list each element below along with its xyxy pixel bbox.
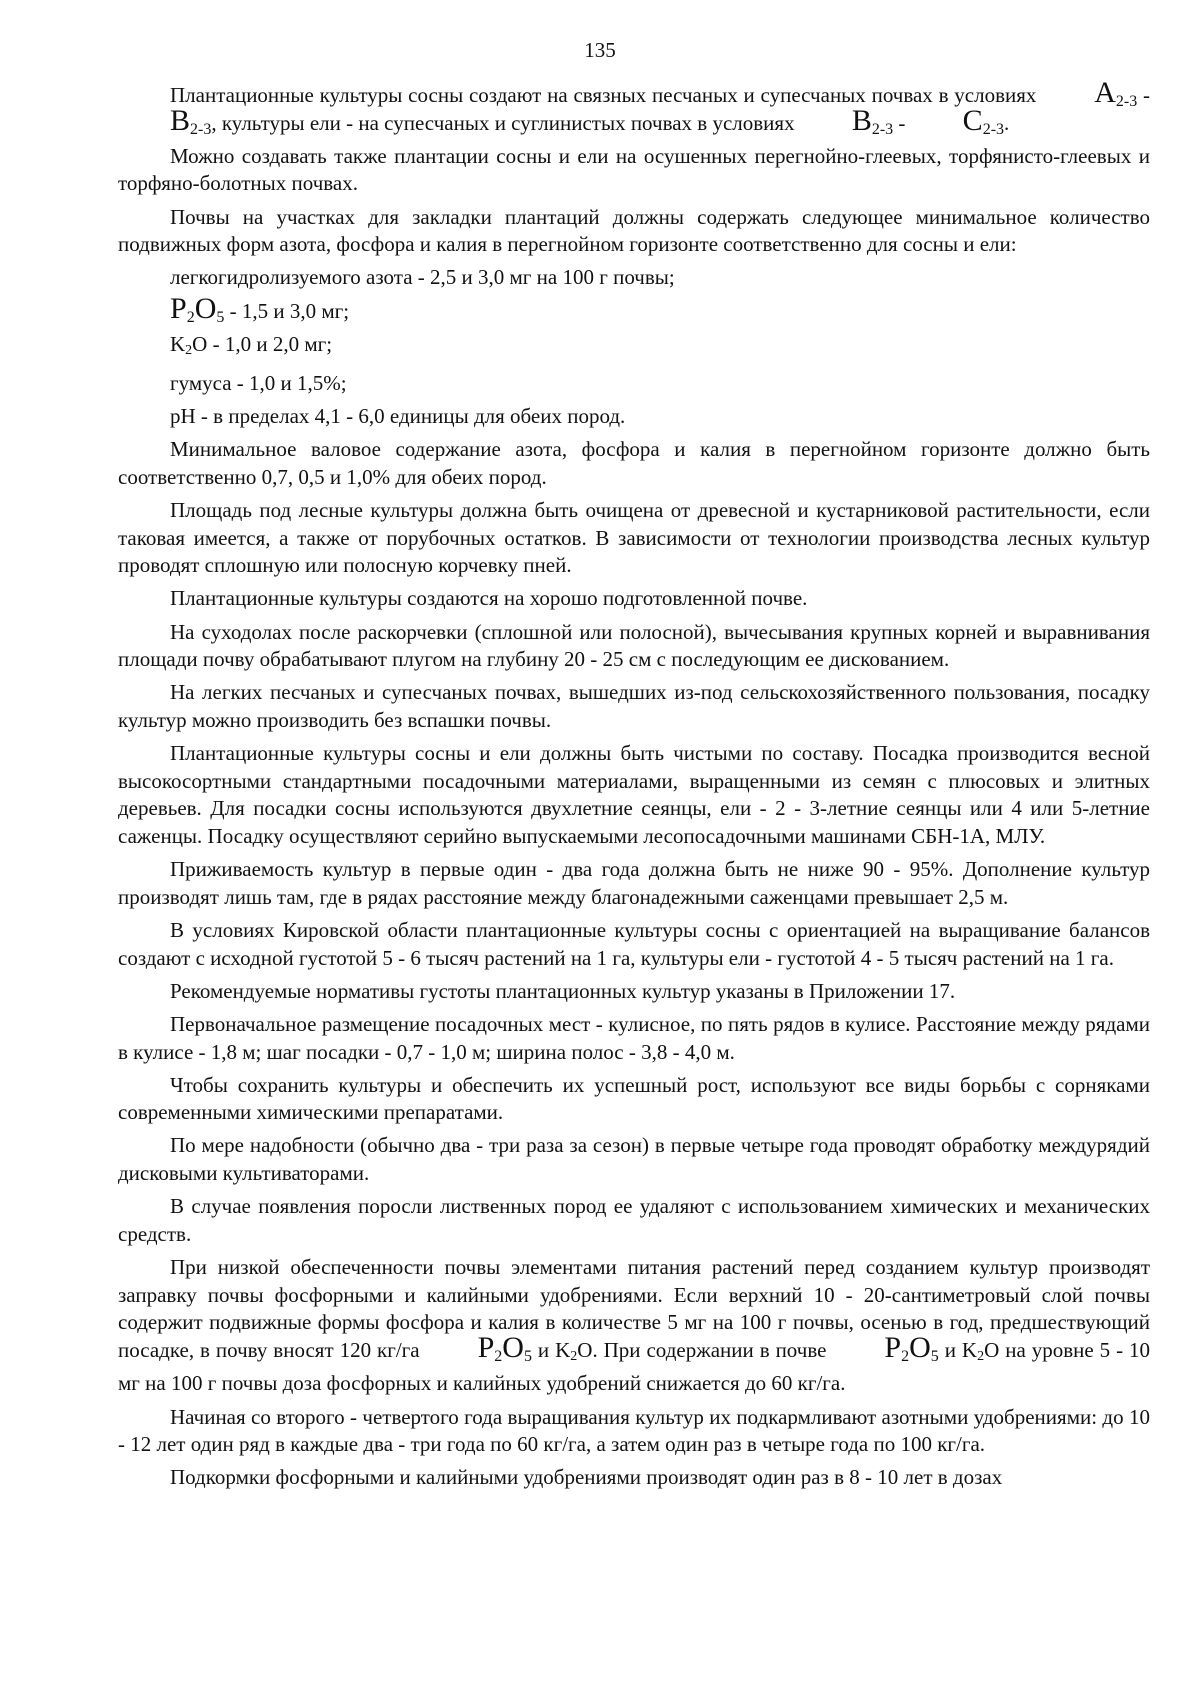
document-body (118, 76, 1151, 1498)
paragraph-gross-content: Минимальное валовое содержание азота, фосфора и калия в перегнойном горизонте должно быть соответственно 0,7, 0,5 и 1,0% для обеих пород. (118, 437, 1150, 489)
paragraph-kirov-density: В условиях Кировской области плантационные культуры сосны с ориентацией на выращивание балансов создают с исходной густотой 5 - 6 тысяч растений на 1 га, культуры ели - густотой 4 - 5 тысяч растений на 1 га. (118, 917, 1150, 970)
paragraph-deciduous-removal: В случае появления поросли лиственных пород ее удаляют с использованием химических и механических средств. (118, 1194, 1150, 1246)
paragraph-drained-soils: Можно создавать также плантации сосны и ели на осушенных перегнойно-глеевых, торфянисто-глеевых и торфяно-болотных почвах. (118, 143, 1150, 196)
list-item-nitrogen: легкогидролизуемого азота - 2,5 и 3,0 мг на 100 г почвы; (170, 265, 675, 290)
list-item-humus: гумуса - 1,0 и 1,5%; (170, 370, 347, 395)
list-item-k2o: $K_2O - 1,0$ и 2,0 мг; (170, 331, 333, 358)
formula-k2o-inline: $K_2O$ (555, 1337, 593, 1364)
paragraph-appendix-reference: Рекомендуемые нормативы густоты плантационных культур указаны в Приложении 17. (170, 978, 956, 1003)
paragraph-dryland-tillage: На суходолах после раскорчевки (сплошной или полосной), вычесывания крупных корней и выравнивания площади почву обрабатывают плугом на глубину 20 - 25 см с последующим ее дискованием. (118, 619, 1150, 672)
paragraph-weed-control: Чтобы сохранить культуры и обеспечить их успешный рост, используют все виды борьбы с сорняками современными химическими препаратами. (118, 1072, 1150, 1125)
formula-k2o-inline-second: $K_2O$ (961, 1337, 1000, 1364)
formula-p2o5: $P_2O_5$ (170, 291, 225, 326)
list-item-ph: рН - в пределах 4,1 - 6,0 единицы для обеих пород. (170, 404, 626, 429)
paragraph-nitrogen-feeding: Начиная со второго - четвертого года выращивания культур их подкармливают азотными удобрениями: до 10 - 12 лет один ряд в каждые два - три года по 60 кг/га, а затем один раз в четыре года по 100 кг/га. (118, 1404, 1150, 1457)
formula-b23-second: $B_{2-3}$ (851, 103, 894, 138)
formula-p2o5-inline: $P_2O_5$ (477, 1330, 532, 1365)
paragraph-area-clearing: Площадь под лесные культуры должна быть очищена от древесной и кустарниковой растительности, если таковая имеется, а также от порубочных остатков. В зависимости от технологии производства лесных культур проводят сплошную или полосную корчевку пней. (118, 498, 1150, 578)
paragraph-survival: Приживаемость культур в первые один - два года должна быть не ниже 90 - 95%. Дополнение культур производят лишь там, где в рядах расстояние между благонадежными саженцами превышает 2,5 м. (118, 857, 1150, 909)
list-item-p2o5: $P_2O_5 - 1,5$ и 3,0 мг; (170, 291, 350, 326)
formula-c23: $C_{2-3}$ (962, 103, 1005, 138)
page-number: 135 (584, 38, 616, 62)
paragraph-cultivation: По мере надобности (обычно два - три раза за сезон) в первые четыре года проводят обработку междурядий дисковыми культиваторами. (118, 1133, 1150, 1186)
formula-k2o: $K_2O$ (170, 331, 208, 358)
paragraph-planting-material: Плантационные культуры сосны и ели должны быть чистыми по составу. Посадка производится весной высокосортными стандартными посадочными материалами, выращенными из семян с плюсовых и элитных деревьев. Для посадки сосны используются двухлетние сеянцы, ели - 2 - 3-летние сеянцы или 4 или 5-летние саженцы. Посадку осуществляют серийно выпускаемыми лесопосадочными машинами СБН-1А, МЛУ. (118, 741, 1150, 848)
formula-a23: $A_{2-3}$ (1094, 76, 1138, 110)
formula-p2o5-inline-second: $P_2O_5$ (884, 1330, 939, 1365)
paragraph-prepared-soil: Плантационные культуры создаются на хорошо подготовленной почве. (170, 586, 808, 611)
paragraph-placement: Первоначальное размещение посадочных мест - кулисное, по пять рядов в кулисе. Расстояние между рядами в кулисе - 1,8 м; шаг посадки - 0,7 - 1,0 м; ширина полос - 3,8 - 4,0 м. (118, 1011, 1150, 1064)
paragraph-pk-feeding: Подкормки фосфорными и калийными удобрениями производят один раз в 8 - 10 лет в дозах (170, 1465, 1003, 1490)
paragraph-soils-conditions: Плантационные культуры сосны создают на связных песчаных и супесчаных почвах в условиях $A_{2-3} - B_{2-3}$, культуры ели - на супесчаных и суглинистых почвах в условиях $B_{2-3} - C_{2-3}$. (118, 82, 1150, 137)
formula-b23: $B_{2-3}$ (170, 103, 212, 138)
paragraph-light-soils: На легких песчаных и супесчаных почвах, вышедших из-под сельскохозяйственного пользования, посадку культур можно производить без вспашки почвы. (118, 680, 1150, 732)
paragraph-fertilization: При низкой обеспеченности почвы элементами питания растений перед созданием культур производят заправку почвы фосфорными и калийными удобрениями. Если верхний 10 - 20-сантиметровый слой почвы содержит подвижные формы фосфора и калия в количестве 5 мг на 100 г почвы, осенью в год, предшествующий посадке, в почву вносят 120 кг/га $P_2O_5$ и $K_2O$. При содержании в почве $P_2O_5$ и $K_2O$ на уровне 5 - 10 мг на 100 г почвы доза фосфорных и калийных удобрений снижается до 60 кг/га. (118, 1255, 1151, 1396)
paragraph-nutrient-minimum: Почвы на участках для закладки плантаций должны содержать следующее минимальное количество подвижных форм азота, фосфора и калия в перегнойном горизонте соответственно для сосны и ели: (118, 204, 1150, 257)
